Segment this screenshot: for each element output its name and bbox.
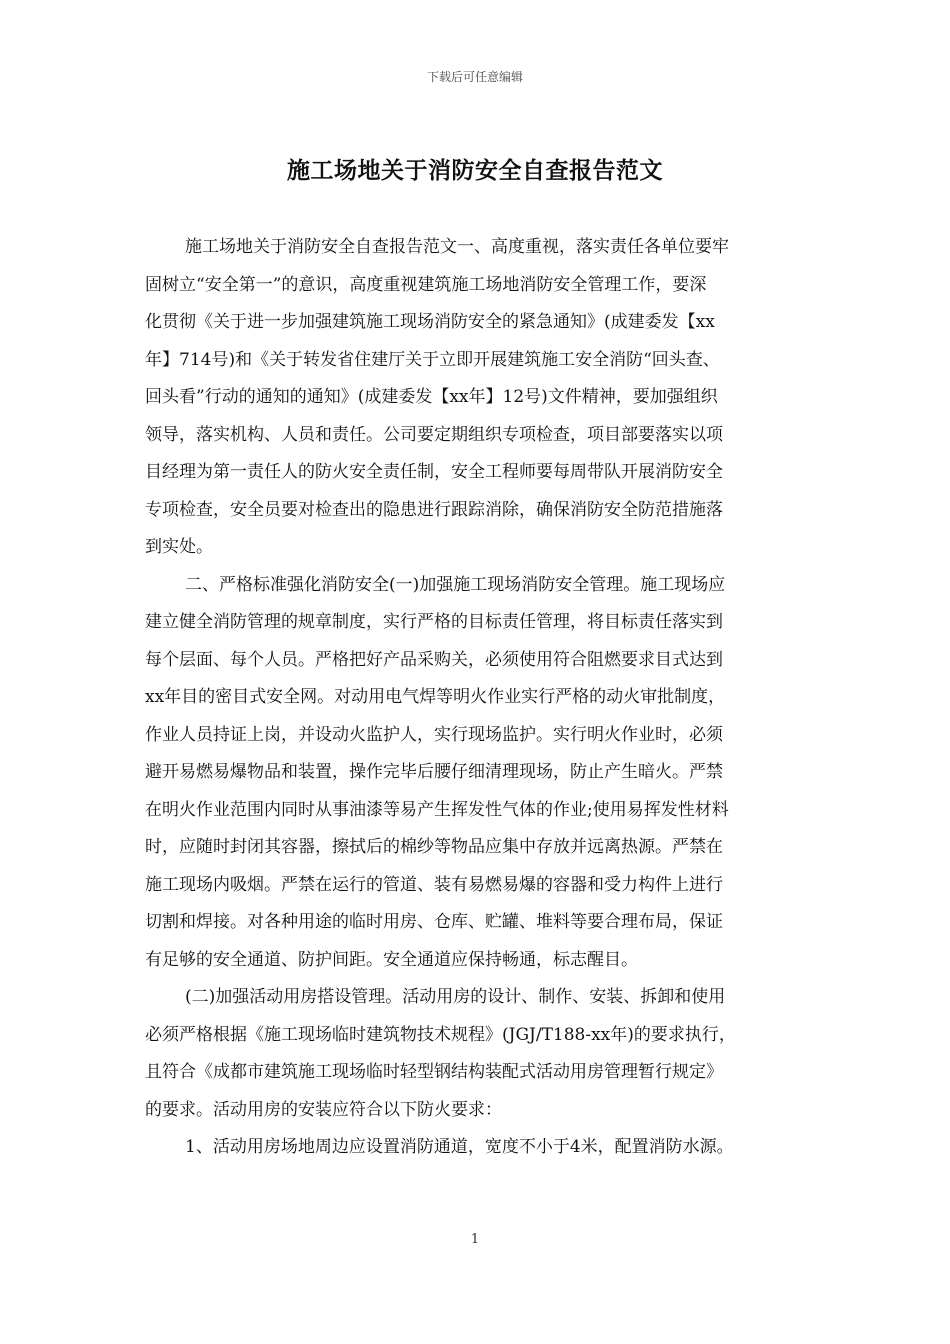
text-line: 作业人员持证上岗，并设动火监护人，实行现场监护。实行明火作业时，必须	[145, 724, 723, 745]
text-line: 二、严格标准强化消防安全(一)加强施工现场消防安全管理。施工现场应	[185, 574, 726, 595]
text-line: 切割和焊接。对各种用途的临时用房、仓库、贮罐、堆料等要合理布局，保证	[145, 912, 723, 932]
text-line: 施工场地关于消防安全自查报告范文一、高度重视，落实责任各单位要牢	[185, 237, 729, 257]
text-line: (二)加强活动用房搭设管理。活动用房的设计、制作、安装、拆卸和使用	[185, 987, 726, 1007]
text-line: 目经理为第一责任人的防火安全责任制，安全工程师要每周带队开展消防安全	[145, 462, 723, 482]
text-line: 领导，落实机构、人员和责任。公司要定期组织专项检查，项目部要落实以项	[145, 424, 723, 445]
text-line: 每个层面、每个人员。严格把好产品采购关，必须使用符合阻燃要求目式达到	[145, 649, 723, 670]
document-body	[145, 229, 807, 1167]
text-line: 专项检查，安全员要对检查出的隐患进行跟踪消除，确保消防安全防范措施落	[145, 499, 723, 520]
text-line: 1、活动用房场地周边应设置消防通道，宽度不小于4米，配置消防水源。	[185, 1137, 734, 1157]
text-line: 在明火作业范围内同时从事油漆等易产生挥发性气体的作业;使用易挥发性材料	[145, 799, 729, 820]
text-line: 固树立“安全第一”的意识，高度重视建筑施工场地消防安全管理工作，要深	[145, 274, 707, 295]
text-line: 到实处。	[145, 537, 213, 557]
text-line: 必须严格根据《施工现场临时建筑物技术规程》(JGJ/T188-xx年)的要求执行，	[145, 1024, 736, 1045]
text-line: xx年目的密目式安全网。对动用电气焊等明火作业实行严格的动火审批制度，	[145, 687, 726, 707]
text-line: 建立健全消防管理的规章制度，实行严格的目标责任管理，将目标责任落实到	[145, 612, 723, 632]
text-line: 有足够的安全通道、防护间距。安全通道应保持畅通，标志醒目。	[145, 949, 638, 970]
text-line: 且符合《成都市建筑施工现场临时轻型钢结构装配式活动用房管理暂行规定》	[145, 1062, 723, 1082]
text-line: 避开易燃易爆物品和装置，操作完毕后腰仔细清理现场，防止产生暗火。严禁	[145, 762, 723, 782]
page-number: 1	[470, 1232, 480, 1247]
page-header: 下载后可任意编辑	[426, 70, 523, 84]
text-line: 时，应随时封闭其容器，擦拭后的棉纱等物品应集中存放并远离热源。严禁在	[145, 837, 723, 857]
text-line: 年】714号)和《关于转发省住建厅关于立即开展建筑施工安全消防“回头查、	[145, 349, 720, 370]
text-line: 施工现场内吸烟。严禁在运行的管道、装有易燃易爆的容器和受力构件上进行	[145, 874, 723, 895]
text-line: 回头看”行动的通知的通知》(成建委发【xx年】12号)文件精神，要加强组织	[145, 387, 718, 407]
text-line: 化贯彻《关于进一步加强建筑施工现场消防安全的紧急通知》(成建委发【xx	[145, 312, 715, 332]
document-title: 施工场地关于消防安全自查报告范文	[287, 157, 663, 184]
text-line: 的要求。活动用房的安装应符合以下防火要求：	[145, 1099, 502, 1120]
